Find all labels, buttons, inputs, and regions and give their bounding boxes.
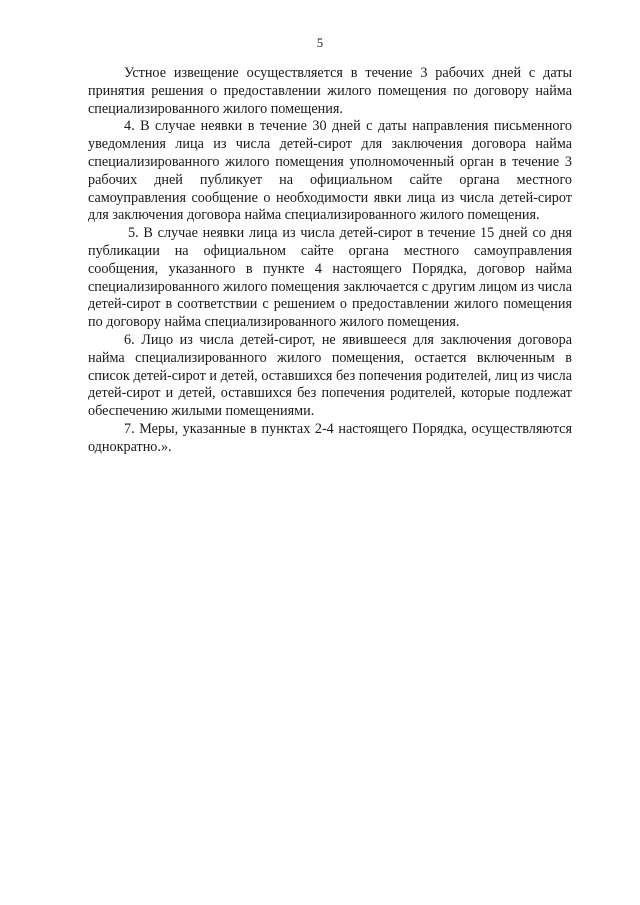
paragraph-item-4: 4. В случае неявки в течение 30 дней с даты направления письменного уведомления лица из числа детей-сирот для заключения договора найма специализированного жилого помещения уполномоченный орган в течение 3 рабочих дней публикует на официальном сайте органа местного самоуправления сообщение о необходимости явки лица из числа детей-сирот для заключения договора найма специализированного жилого помещения.	[88, 118, 572, 224]
paragraph-item-7: 7. Меры, указанные в пунктах 2-4 настоящего Порядка, осуществляются однократно.».	[88, 420, 572, 455]
paragraph-item-6: 6. Лицо из числа детей-сирот, не явившееся для заключения договора найма специализированного жилого помещения, остается включенным в список детей-сирот и детей, оставшихся без попечения родителей, лиц из числа детей-сирот и детей, оставшихся без попечения родителей, которые подлежат обеспечению жилыми помещениями.	[88, 331, 572, 420]
document-body	[88, 65, 572, 457]
page-number: 5	[316, 36, 324, 50]
paragraph-notice: Устное извещение осуществляется в течение 3 рабочих дней с даты принятия решения о предоставлении жилого помещения по договору найма специализированного жилого помещения.	[88, 65, 572, 117]
paragraph-item-5: 5. В случае неявки лица из числа детей-сирот в течение 15 дней со дня публикации на официальном сайте органа местного самоуправления сообщения, указанного в пункте 4 настоящего Порядка, договор найма специализированного жилого помещения заключается с другим лицом из числа детей-сирот в соответствии с решением о предоставлении жилого помещения по договору найма специализированного жилого помещения.	[88, 225, 572, 331]
